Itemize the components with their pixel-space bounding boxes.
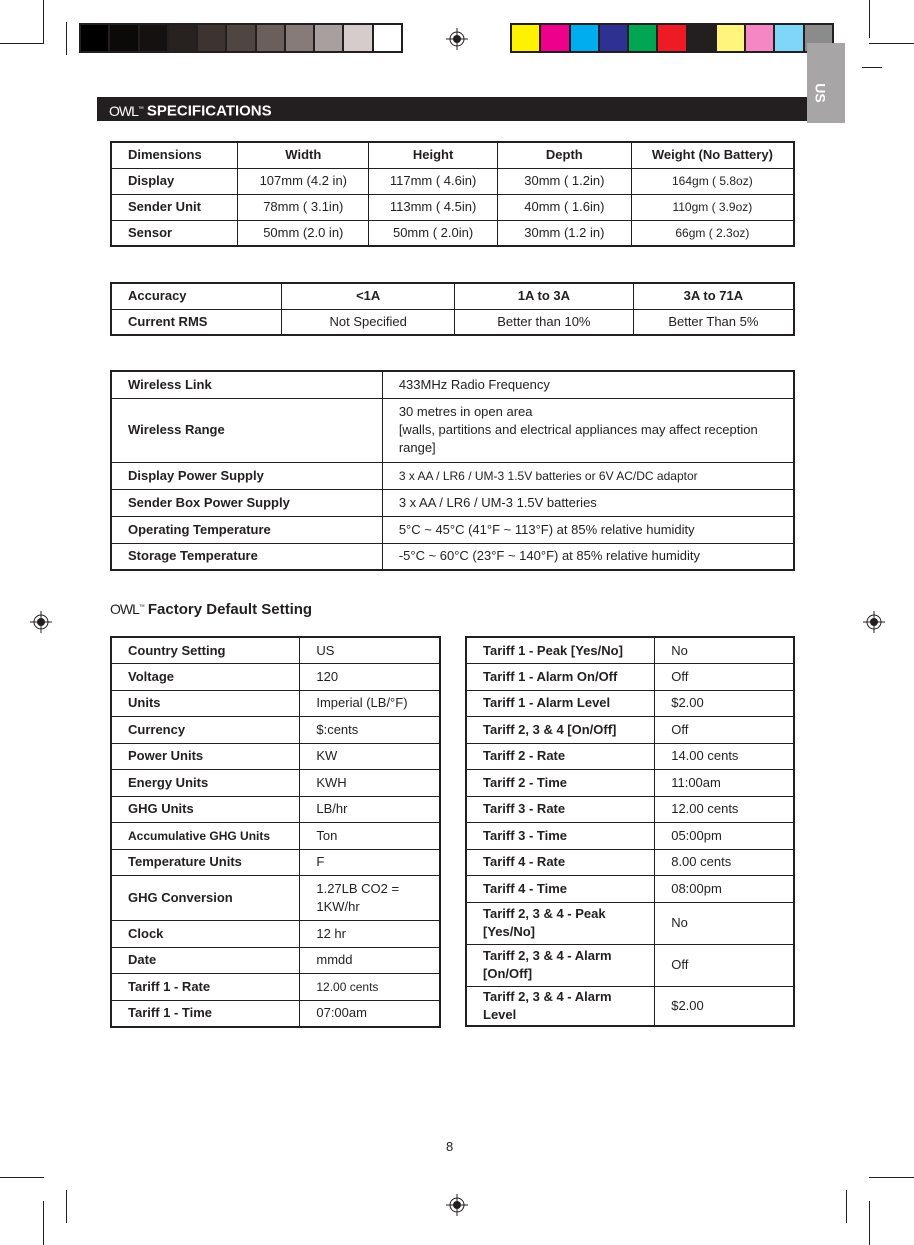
color-swatch	[512, 25, 541, 51]
row-label: Wireless Link	[111, 371, 382, 398]
page-title: SPECIFICATIONS	[146, 102, 272, 120]
cell-value: 110gm ( 3.9oz)	[631, 194, 794, 220]
color-swatch	[688, 25, 717, 51]
cell-value: KW	[300, 743, 440, 770]
crop-mark	[869, 1177, 914, 1178]
crop-mark	[0, 43, 44, 44]
cell-value: 30 metres in open area [walls, partitions and electrical appliances may affect reception range]	[382, 398, 794, 462]
dimensions-table	[110, 141, 795, 247]
cell-value: Better Than 5%	[633, 309, 794, 335]
table-row	[111, 283, 794, 309]
color-swatch	[198, 25, 227, 51]
gray-color-bar	[79, 23, 403, 53]
cell-value: 1A to 3A	[455, 283, 634, 309]
cell-value: 12.00 cents	[300, 974, 440, 1001]
process-color-bar	[510, 23, 834, 53]
table-row	[111, 1000, 440, 1027]
cell-value: 66gm ( 2.3oz)	[631, 220, 794, 246]
color-swatch	[374, 25, 401, 51]
cell-value: Depth	[497, 142, 631, 168]
crop-mark	[869, 1201, 870, 1245]
color-swatch	[169, 25, 198, 51]
registration-mark-icon	[446, 28, 468, 50]
crop-mark	[869, 0, 870, 38]
color-swatch	[746, 25, 775, 51]
color-swatch	[775, 25, 804, 51]
cell-value: 433MHz Radio Frequency	[382, 371, 794, 398]
cell-value: 107mm (4.2 in)	[238, 168, 369, 194]
owl-logo: OWL™	[109, 102, 143, 119]
cell-value: 1.27LB CO2 = 1KW/hr	[300, 876, 440, 921]
color-swatch	[600, 25, 629, 51]
table-row	[466, 690, 794, 717]
owl-logo: OWL™	[110, 601, 144, 617]
crop-mark	[43, 1201, 44, 1245]
cell-value: 3 x AA / LR6 / UM-3 1.5V batteries	[382, 489, 794, 516]
crop-mark	[43, 0, 44, 44]
table-row	[111, 717, 440, 744]
crop-mark	[66, 22, 67, 55]
registration-mark-icon	[863, 611, 885, 633]
crop-mark	[0, 1177, 44, 1178]
row-label: Tariff 1 - Rate	[111, 974, 300, 1001]
row-label: Tariff 4 - Rate	[466, 849, 655, 876]
table-row	[111, 398, 794, 462]
row-label: Tariff 3 - Rate	[466, 796, 655, 823]
table-row	[466, 986, 794, 1026]
cell-value: Off	[655, 717, 794, 744]
cell-value: No	[655, 637, 794, 664]
cell-value: Width	[238, 142, 369, 168]
table-row	[111, 462, 794, 489]
row-label: Display	[111, 168, 238, 194]
table-row	[111, 220, 794, 246]
table-row	[111, 974, 440, 1001]
crop-mark	[846, 1190, 847, 1223]
table-row	[466, 796, 794, 823]
language-tab-label: US	[812, 83, 829, 103]
row-label: Sender Box Power Supply	[111, 489, 382, 516]
factory-default-heading	[110, 601, 312, 618]
cell-value: 8.00 cents	[655, 849, 794, 876]
color-swatch	[110, 25, 139, 51]
cell-value: $2.00	[655, 986, 794, 1026]
table-row	[111, 637, 440, 664]
row-label: Dimensions	[111, 142, 238, 168]
cell-value: 40mm ( 1.6in)	[497, 194, 631, 220]
cell-value: $2.00	[655, 690, 794, 717]
cell-value: Off	[655, 944, 794, 986]
color-swatch	[571, 25, 600, 51]
table-row	[466, 944, 794, 986]
row-label: Tariff 2, 3 & 4 [On/Off]	[466, 717, 655, 744]
table-row	[466, 902, 794, 944]
cell-value: 11:00am	[655, 770, 794, 797]
cell-value: No	[655, 902, 794, 944]
color-swatch	[81, 25, 110, 51]
cell-value: 05:00pm	[655, 823, 794, 850]
cell-value: 12 hr	[300, 921, 440, 948]
row-label: Operating Temperature	[111, 516, 382, 543]
cell-value: 5°C ~ 45°C (41°F ~ 113°F) at 85% relative humidity	[382, 516, 794, 543]
specifications-banner	[97, 97, 807, 121]
row-label: Sender Unit	[111, 194, 238, 220]
cell-value: LB/hr	[300, 796, 440, 823]
cell-value: 3A to 71A	[633, 283, 794, 309]
cell-value: 30mm ( 1.2in)	[497, 168, 631, 194]
crop-mark	[66, 1190, 67, 1223]
color-swatch	[541, 25, 570, 51]
crop-mark	[869, 43, 914, 44]
table-row	[111, 947, 440, 974]
cell-value: 164gm ( 5.8oz)	[631, 168, 794, 194]
cell-value: Imperial (LB/°F)	[300, 690, 440, 717]
table-row	[111, 516, 794, 543]
cell-value: 78mm ( 3.1in)	[238, 194, 369, 220]
cell-value: 12.00 cents	[655, 796, 794, 823]
cell-value: 3 x AA / LR6 / UM-3 1.5V batteries or 6V AC/DC adaptor	[382, 462, 794, 489]
row-label: Tariff 1 - Alarm Level	[466, 690, 655, 717]
row-label: Date	[111, 947, 300, 974]
cell-value: Not Specified	[282, 309, 455, 335]
row-label: Country Setting	[111, 637, 300, 664]
table-row	[111, 921, 440, 948]
wireless-table	[110, 370, 795, 571]
row-label: Tariff 3 - Time	[466, 823, 655, 850]
table-row	[111, 371, 794, 398]
cell-value: F	[300, 849, 440, 876]
table-row	[111, 796, 440, 823]
color-swatch	[315, 25, 344, 51]
row-label: Accumulative GHG Units	[111, 823, 300, 850]
color-swatch	[140, 25, 169, 51]
row-label: Tariff 2, 3 & 4 - Alarm [On/Off]	[466, 944, 655, 986]
cell-value: 50mm (2.0 in)	[238, 220, 369, 246]
table-row	[111, 489, 794, 516]
table-row	[111, 168, 794, 194]
row-label: Currency	[111, 717, 300, 744]
row-label: Clock	[111, 921, 300, 948]
section-title: Factory Default Setting	[147, 601, 313, 618]
row-label: Units	[111, 690, 300, 717]
row-label: Tariff 1 - Peak [Yes/No]	[466, 637, 655, 664]
table-row	[111, 770, 440, 797]
table-row	[466, 743, 794, 770]
table-row	[111, 743, 440, 770]
cell-value: Better than 10%	[455, 309, 634, 335]
table-row	[111, 142, 794, 168]
table-row	[111, 849, 440, 876]
cell-value: Off	[655, 664, 794, 691]
cell-value: <1A	[282, 283, 455, 309]
row-label: Tariff 1 - Alarm On/Off	[466, 664, 655, 691]
cell-value: 50mm ( 2.0in)	[369, 220, 498, 246]
cell-value: -5°C ~ 60°C (23°F ~ 140°F) at 85% relative humidity	[382, 543, 794, 570]
language-tab	[807, 43, 845, 123]
table-row	[466, 717, 794, 744]
factory-defaults-left-table	[110, 636, 441, 1028]
row-label: Temperature Units	[111, 849, 300, 876]
color-swatch	[227, 25, 256, 51]
row-label: Tariff 2 - Time	[466, 770, 655, 797]
crop-mark	[862, 67, 882, 68]
cell-value: Weight (No Battery)	[631, 142, 794, 168]
row-label: Tariff 2, 3 & 4 - Peak [Yes/No]	[466, 902, 655, 944]
cell-value: 30mm (1.2 in)	[497, 220, 631, 246]
table-row	[466, 664, 794, 691]
row-label: Tariff 2 - Rate	[466, 743, 655, 770]
row-label: Display Power Supply	[111, 462, 382, 489]
table-row	[466, 823, 794, 850]
registration-mark-icon	[446, 1194, 468, 1216]
table-row	[111, 309, 794, 335]
row-label: Accuracy	[111, 283, 282, 309]
table-row	[466, 876, 794, 903]
cell-value: US	[300, 637, 440, 664]
table-row	[466, 637, 794, 664]
table-row	[111, 543, 794, 570]
table-row	[111, 876, 440, 921]
row-label: Sensor	[111, 220, 238, 246]
row-label: Energy Units	[111, 770, 300, 797]
cell-value: 117mm ( 4.6in)	[369, 168, 498, 194]
accuracy-table	[110, 282, 795, 336]
factory-defaults-right-table	[465, 636, 795, 1027]
cell-value: $:cents	[300, 717, 440, 744]
table-row	[466, 849, 794, 876]
row-label: Power Units	[111, 743, 300, 770]
cell-value: 07:00am	[300, 1000, 440, 1027]
row-label: Storage Temperature	[111, 543, 382, 570]
cell-value: 08:00pm	[655, 876, 794, 903]
row-label: Tariff 1 - Time	[111, 1000, 300, 1027]
row-label: Tariff 4 - Time	[466, 876, 655, 903]
color-swatch	[286, 25, 315, 51]
table-row	[111, 823, 440, 850]
color-swatch	[629, 25, 658, 51]
color-swatch	[257, 25, 286, 51]
color-swatch	[717, 25, 746, 51]
row-label: Wireless Range	[111, 398, 382, 462]
row-label: GHG Conversion	[111, 876, 300, 921]
cell-value: 120	[300, 664, 440, 691]
cell-value: Ton	[300, 823, 440, 850]
cell-value: 14.00 cents	[655, 743, 794, 770]
row-label: Current RMS	[111, 309, 282, 335]
table-row	[111, 664, 440, 691]
color-swatch	[658, 25, 687, 51]
row-label: Voltage	[111, 664, 300, 691]
table-row	[111, 194, 794, 220]
table-row	[466, 770, 794, 797]
cell-value: Height	[369, 142, 498, 168]
cell-value: 113mm ( 4.5in)	[369, 194, 498, 220]
row-label: Tariff 2, 3 & 4 - Alarm Level	[466, 986, 655, 1026]
page-number: 8	[446, 1139, 454, 1154]
row-label: GHG Units	[111, 796, 300, 823]
registration-mark-icon	[30, 611, 52, 633]
color-swatch	[344, 25, 373, 51]
cell-value: mmdd	[300, 947, 440, 974]
cell-value: KWH	[300, 770, 440, 797]
table-row	[111, 690, 440, 717]
